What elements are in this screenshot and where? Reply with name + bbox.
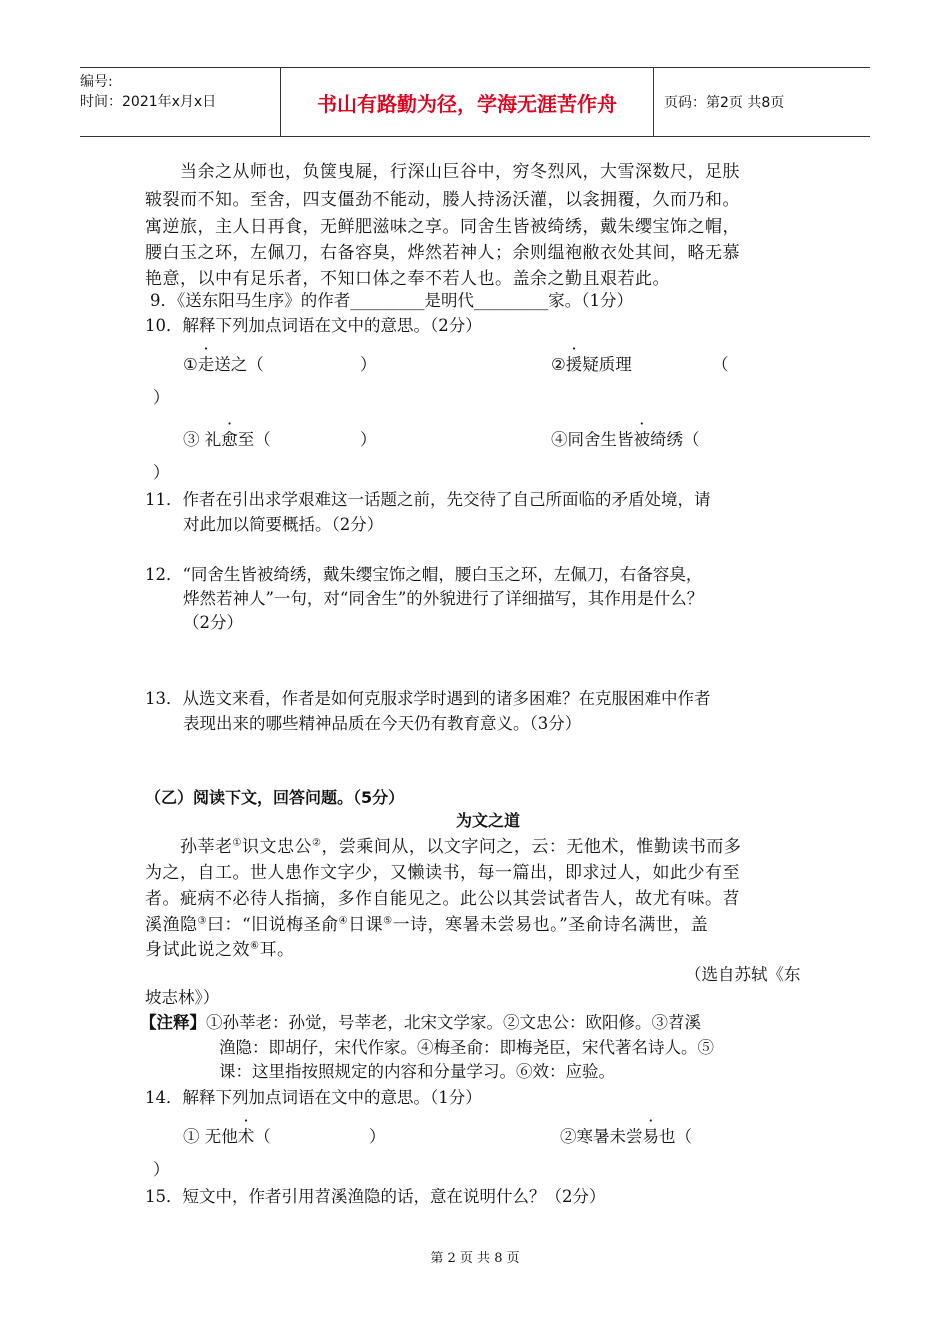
passage-a-line-3: 寓逆旅，主人日再食，无鲜肥滋味之享。同舍生皆被绮绣，戴朱缨宝饰之帽，: [145, 217, 740, 237]
passage-a-line-2: 皲裂而不知。至舍，四支僵劲不能动，媵人持汤沃灌，以衾拥覆，久而乃和。: [145, 190, 740, 210]
source-line-2: 坡志林》）: [145, 988, 220, 1007]
footnote-ref-5: ⑤: [383, 915, 393, 927]
q10-item-3: [183, 426, 271, 450]
section-b-line-4: [145, 910, 708, 935]
passage-a-line-5: 艳意，以中有足乐者，不知口体之奉不若人也。盖余之勤且艰若此。: [145, 269, 670, 289]
line4-c: 日课: [348, 915, 384, 935]
line1-c: ，尝乘间从，以文字问之，云：无他术，惟勤读书而多: [321, 837, 742, 857]
question-12-line-3: （2分）: [183, 613, 243, 632]
header-info: [80, 68, 281, 136]
q10-item-1-post: 送之（: [214, 355, 264, 374]
q14-item-2-close: ）: [153, 1160, 170, 1179]
time-label: 时间：2021年x月x日: [80, 94, 217, 110]
question-12-line-1: 12．“同舍生皆被绮绣，戴朱缨宝饰之帽，腰白玉之环，左佩刀，右备容臭，: [145, 565, 703, 584]
q10-item-1-pre: ①: [183, 355, 198, 374]
q14-item-1-dotted: 术: [237, 1127, 255, 1146]
q10-item-3-pre: ③ 礼: [183, 430, 222, 449]
q10-item-4: [551, 426, 700, 450]
q10-item-4-dotted: 被: [633, 430, 650, 449]
q10-item-4-post: 绮绣（: [650, 430, 700, 449]
header-page-label: 页码：第2页 共8页: [664, 95, 785, 111]
footnote-ref-6: ⑥: [250, 940, 260, 952]
question-13-line-1: 13．从选文来看，作者是如何克服求学时遇到的诸多困难？在克服困难中作者: [145, 689, 711, 708]
notes-label: [140, 1009, 701, 1033]
notes-heading: 【注释】: [140, 1013, 206, 1032]
footnote-ref-3: ③: [197, 915, 207, 927]
number-label: 编号:: [80, 74, 113, 90]
q10-item-2: [551, 351, 632, 375]
line4-a: 溪渔隐: [145, 915, 198, 935]
q14-item-1-post: （: [254, 1127, 271, 1146]
question-13-line-2: 表现出来的哪些精神品质在今天仍有教育意义。（3分）: [183, 714, 582, 733]
question-14-prompt: 14．解释下列加点词语在文中的意思。（1分）: [145, 1088, 482, 1107]
q14-item-2: [560, 1123, 692, 1147]
q14-item-1-close: ）: [369, 1127, 386, 1146]
q10-item-1: [183, 351, 264, 375]
q14-item-1: [183, 1123, 271, 1147]
q10-item-1-close: ）: [360, 355, 377, 374]
question-10-prompt: 10．解释下列加点词语在文中的意思。（2分）: [145, 316, 482, 335]
q10-item-2-post: 疑质理: [582, 355, 632, 374]
q10-item-4-pre: ④同舍生皆: [551, 430, 634, 449]
note-line-1: ①孙莘老：孙觉，号莘老，北宋文学家。②文忠公：欧阳修。③苕溪: [206, 1013, 701, 1032]
q14-item-2-dotted: 易: [642, 1127, 659, 1146]
q10-item-3-post: 至（: [237, 430, 271, 449]
question-12-line-2: 烨然若神人”一句，对“同舍生”的外貌进行了详细描写，其作用是什么？: [183, 589, 704, 608]
q10-item-4-close: ）: [153, 463, 170, 482]
q14-item-2-pre: ②寒暑未尝: [560, 1127, 643, 1146]
section-b-heading: （乙）阅读下文，回答问题。（5分）: [145, 788, 405, 807]
footnote-ref-4: ④: [338, 915, 349, 927]
question-11-line-2: 对此加以简要概括。（2分）: [183, 515, 384, 534]
line5-b: 耳。: [259, 940, 295, 960]
q10-item-2-open: （: [712, 355, 729, 374]
line1-b: 识文忠公: [241, 837, 312, 857]
footnote-ref-2: ②: [311, 837, 322, 849]
line1-a: 孙莘老: [180, 837, 233, 857]
q10-item-1-dotted: 走: [197, 355, 215, 374]
line5-a: 身试此说之效: [145, 940, 250, 960]
q14-item-1-pre: ① 无他: [183, 1127, 238, 1146]
note-line-2: 渔隐：即胡仔，宋代作家。④梅圣俞：即梅尧臣，宋代著名诗人。⑤: [219, 1038, 714, 1057]
question-11-line-1: 11．作者在引出求学艰难这一话题之前，先交待了自己所面临的矛盾处境，请: [145, 490, 711, 509]
section-b-line-3: 者。疵病不必待人指摘，多作自能见之。此公以其尝试者告人，故尤有味。苕: [145, 889, 740, 909]
q10-item-3-close: ）: [360, 430, 377, 449]
question-15: 15．短文中，作者引用苕溪渔隐的话，意在说明什么？（2分）: [145, 1187, 606, 1206]
q10-item-2-dotted: 援: [565, 355, 583, 374]
question-9: 9．《送东阳马生序》的作者_________是明代_________家。（1分）: [150, 291, 633, 310]
q10-item-2-pre: ②: [551, 355, 566, 374]
section-b-title: 为文之道: [456, 811, 521, 830]
source-line-1: （选自苏轼《东: [685, 965, 801, 984]
note-line-3: 课：这里指按照规定的内容和分量学习。⑥效：应验。: [219, 1062, 615, 1081]
passage-a-line-4: 腰白玉之环，左佩刀，右备容臭，烨然若神人；余则缊袍敝衣处其间，略无慕: [145, 243, 740, 263]
header-motto: 书山有路勤为径，学海无涯苦作舟: [281, 68, 654, 136]
q10-item-2-close: ）: [153, 388, 170, 407]
page-footer: 第 2 页 共 8 页: [430, 1251, 520, 1266]
page-header: [80, 67, 870, 137]
line4-b: 曰：“旧说梅圣俞: [206, 915, 339, 935]
footnote-ref-1: ①: [232, 837, 242, 849]
section-b-line-1: [180, 832, 741, 857]
passage-a-line-1: 当余之从师也，负箧曳屣，行深山巨谷中，穷冬烈风，大雪深数尺，足肤: [180, 162, 740, 182]
q14-item-2-post: 也（: [659, 1127, 692, 1146]
q10-item-3-dotted: 愈: [221, 430, 238, 449]
line4-d: 一诗，寒暑未尝易也。”圣俞诗名满世，盖: [392, 915, 709, 935]
section-b-line-2: 为之，自工。世人患作文字少，又懒读书，每一篇出，即求过人，如此少有至: [145, 863, 740, 883]
section-b-line-5: [145, 935, 294, 960]
